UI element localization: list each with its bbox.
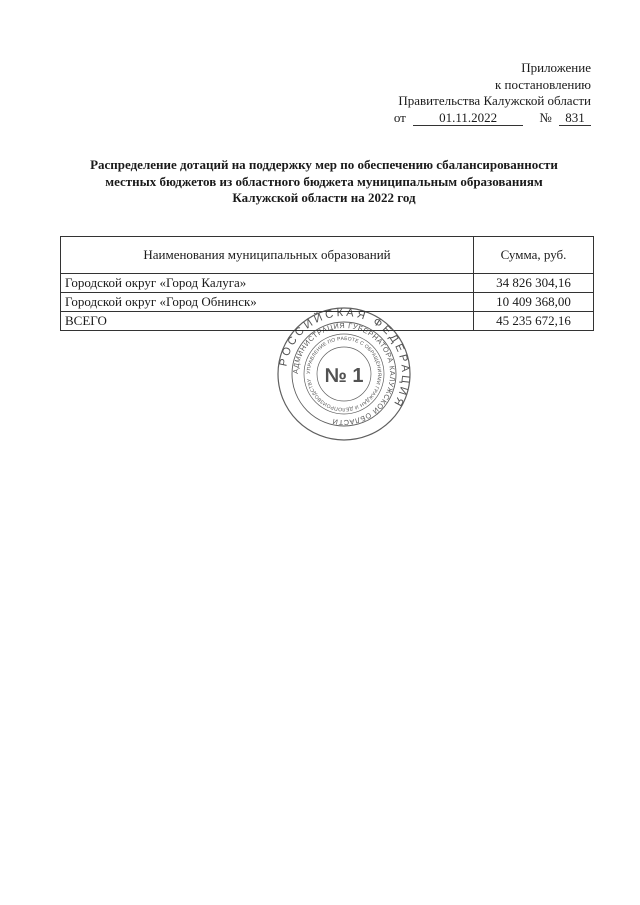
stamp-number: № 1 <box>324 365 364 387</box>
resolution-date: 01.11.2022 <box>413 111 523 126</box>
appendix-title: Приложение <box>521 60 591 75</box>
official-stamp <box>276 306 412 442</box>
table-header-row <box>61 237 594 274</box>
header-municipality: Наименования муниципальных образований <box>61 237 474 274</box>
table-row <box>61 274 594 293</box>
title-line-3: Калужской области на 2022 год <box>232 190 416 205</box>
stamp-outer-text: РОССИЙСКАЯ ФЕДЕРАЦИЯ <box>277 306 412 411</box>
document-title <box>60 157 588 207</box>
row-name: Городской округ «Город Обнинск» <box>61 293 474 312</box>
row-amount: 34 826 304,16 <box>474 274 594 293</box>
appendix-resolution-label: к постановлению <box>494 76 591 92</box>
appendix-government-label: Правительства Калужской области <box>398 93 591 108</box>
resolution-number: 831 <box>559 111 591 126</box>
number-prefix: № <box>539 109 552 125</box>
total-amount: 45 235 672,16 <box>474 312 594 331</box>
header-amount: Сумма, руб. <box>474 237 594 274</box>
title-line-1: Распределение дотаций на поддержку мер по обеспечению сбалансированности <box>90 157 558 172</box>
appendix-date-line <box>394 110 591 127</box>
row-amount: 10 409 368,00 <box>474 293 594 312</box>
date-prefix: от <box>393 109 406 125</box>
stamp-inner-text: УПРАВЛЕНИЕ ПО РАБОТЕ С ОБРАЩЕНИЯМИ ГРАЖДАН И ДЕЛОПРОИЗВОДСТВУ <box>305 335 383 413</box>
appendix-block <box>394 60 591 126</box>
total-label: ВСЕГО <box>61 312 474 331</box>
row-name: Городской округ «Город Калуга» <box>61 274 474 293</box>
title-line-2: местных бюджетов из областного бюджета муниципальным образованиям <box>105 173 543 189</box>
stamp-middle-text: АДМИНИСТРАЦИЯ ГУБЕРНАТОРА КАЛУЖСКОЙ ОБЛАСТИ <box>290 320 398 428</box>
